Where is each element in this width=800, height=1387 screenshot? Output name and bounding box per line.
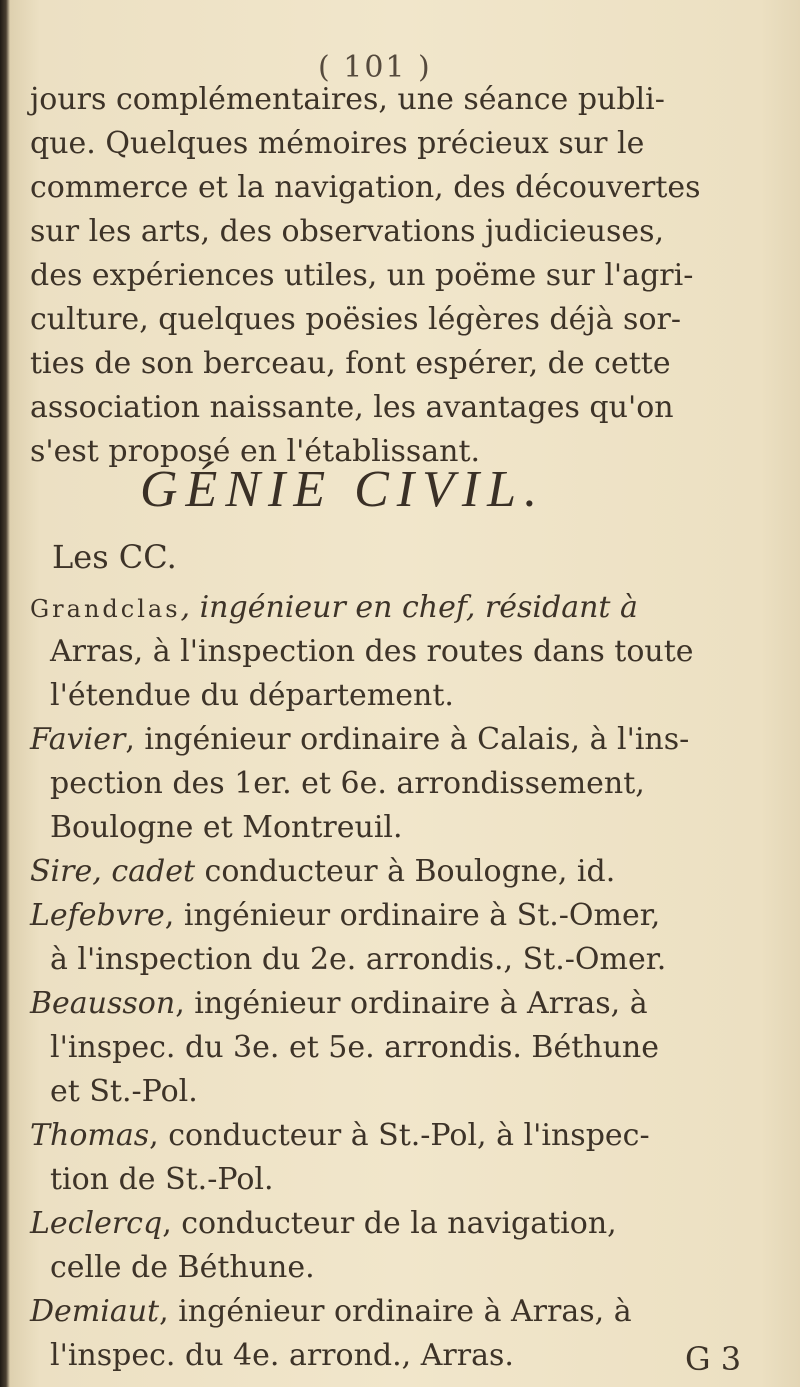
entry-line: l'inspec. du 3e. et 5e. arrondis. Béthune: [50, 1030, 660, 1065]
book-gutter: [0, 0, 10, 1387]
intro-line: que. Quelques mémoires précieux sur le: [30, 126, 645, 161]
intro-line: culture, quelques poësies légères déjà sor-: [30, 302, 681, 337]
entry-line: [30, 854, 615, 890]
section-title: GÉNIE CIVIL.: [140, 461, 546, 518]
intro-line: sur les arts, des observations judicieuses,: [30, 214, 665, 249]
entry-line: celle de Béthune.: [50, 1250, 315, 1285]
signature-mark: G 3: [685, 1340, 742, 1378]
entry-line: l'étendue du département.: [50, 678, 454, 713]
entry-text: , ingénieur ordinaire à St.-Omer,: [164, 898, 661, 933]
section-subtitle: Les CC.: [52, 538, 177, 576]
entry-line: [30, 898, 660, 934]
entry-line: [30, 1118, 650, 1154]
entry-text: , ingénieur ordinaire à Arras, à: [159, 1294, 632, 1329]
page-number: ( 101 ): [318, 50, 432, 85]
entry-name: Sire, cadet: [30, 854, 196, 889]
intro-line: commerce et la navigation, des découvertes: [30, 170, 701, 205]
entry-name: Thomas: [30, 1118, 150, 1153]
entry-line: [30, 1206, 617, 1242]
entry-text: , conducteur de la navigation,: [162, 1206, 617, 1241]
entry-name: Favier: [30, 722, 126, 757]
intro-line: association naissante, les avantages qu'on: [30, 390, 674, 425]
intro-line: des expériences utiles, un poëme sur l'agri-: [30, 258, 694, 293]
entry-line: l'inspec. du 4e. arrond., Arras.: [50, 1338, 514, 1373]
entry-text: conducteur à Boulogne, id.: [195, 854, 616, 889]
entry-line: tion de St.-Pol.: [50, 1162, 274, 1197]
entry-name: Lefebvre: [30, 898, 165, 933]
entry-line: [30, 1294, 632, 1330]
entry-text: , ingénieur ordinaire à Arras, à: [175, 986, 648, 1021]
entry-line: [30, 590, 638, 627]
entry-line: à l'inspection du 2e. arrondis., St.-Omer.: [50, 942, 667, 977]
entry-name: Demiaut: [30, 1294, 160, 1329]
entry-line: et St.-Pol.: [50, 1074, 198, 1109]
entry-name: Beausson: [30, 986, 176, 1021]
intro-line: jours complémentaires, une séance publi-: [30, 82, 665, 117]
intro-line: ties de son berceau, font espérer, de cette: [30, 346, 671, 381]
entry-line: Boulogne et Montreuil.: [50, 810, 403, 845]
entry-text: , conducteur à St.-Pol, à l'inspec-: [149, 1118, 650, 1153]
entry-line: [30, 986, 648, 1022]
entry-name: Grandclas: [30, 595, 181, 623]
entry-text: , ingénieur ordinaire à Calais, à l'ins-: [125, 722, 690, 757]
entry-line: Arras, à l'inspection des routes dans toute: [50, 634, 694, 669]
entry-line: pection des 1er. et 6e. arrondissement,: [50, 766, 645, 801]
entry-text: , ingénieur en chef, résidant à: [180, 590, 638, 625]
entry-line: [30, 722, 689, 758]
entry-name: Leclercq: [30, 1206, 163, 1241]
intro-line: s'est proposé en l'établissant.: [30, 434, 481, 469]
